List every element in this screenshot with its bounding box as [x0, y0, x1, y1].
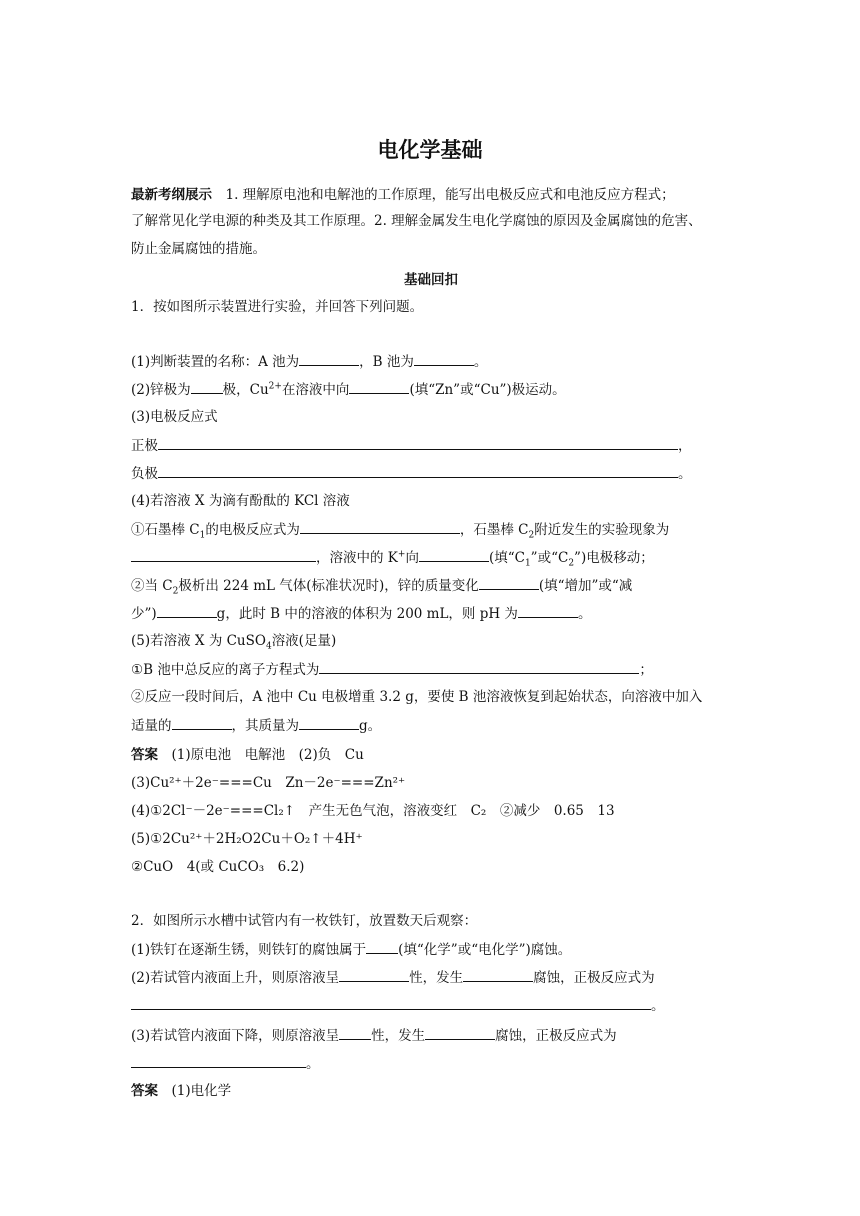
answer1-line-4: (5)①2Cu²⁺＋2H₂O2Cu＋O₂↑＋4H⁺	[131, 831, 363, 847]
q1-negative-electrode: 负极 。	[131, 466, 692, 482]
answer1-line-1: 答案 (1)原电池 电解池 (2)负 Cu	[131, 747, 364, 763]
q1-part4-1: ①石墨棒 $C_1$的电极反应式为 ，石墨棒 $C_2$附近发生的实验现象为	[131, 522, 670, 541]
q1-part4-3: ②当 $C_2$极析出 224 mL 气体(标准状况时)，锌的质量变化 (填“增加”或“减	[131, 578, 633, 597]
q2-stem: 2．如图所示水槽中试管内有一枚铁钉，放置数天后观察：	[131, 913, 478, 929]
q2-part3: (3)若试管内液面下降，则原溶液呈 性，发生 腐蚀，正极反应式为	[131, 1028, 617, 1044]
q1-part5-3: 适量的 ，其质量为 g。	[131, 718, 382, 734]
q1-part3: (3)电极反应式	[131, 409, 218, 425]
syllabus-label: 最新考纲展示	[131, 187, 212, 203]
q1-part5-2: ②反应一段时间后，A 池中 Cu 电极增重 3.2 g，要使 B 池溶液恢复到起始状态，向溶液中加入	[131, 689, 703, 705]
answer1-line-2: (3)Cu²⁺＋2e⁻===Cu Zn－2e⁻===Zn²⁺	[131, 775, 406, 791]
q1-stem: 1．按如图所示装置进行实验，并回答下列问题。	[131, 299, 424, 315]
syllabus-line-2: 了解常见化学电源的种类及其工作原理。2. 理解金属发生电化学腐蚀的原因及金属腐蚀的危害、	[131, 213, 702, 229]
q2-part2: (2)若试管内液面上升，则原溶液呈 性，发生 腐蚀，正极反应式为	[131, 970, 655, 986]
answer2-line-1: 答案 (1)电化学	[131, 1083, 232, 1099]
q2-part2-cont: 。	[131, 996, 731, 1015]
syllabus-line-3: 防止金属腐蚀的措施。	[131, 241, 266, 257]
answer1-line-3: (4)①2Cl⁻－2e⁻===Cl₂↑ 产生无色气泡，溶液变红 C₂ ②减少 0.65 13	[131, 803, 615, 819]
q1-positive-electrode: 正极 ，	[131, 438, 692, 454]
q1-part4-4: 少”) g，此时 B 中的溶液的体积为 200 mL，则 pH 为 。	[131, 606, 592, 622]
q2-part1: (1)铁钉在逐渐生锈，则铁钉的腐蚀属于 (填“化学”或“电化学”)腐蚀。	[131, 942, 572, 958]
q1-part5: (5)若溶液 X 为 CuSO$_4$溶液(足量)	[131, 633, 337, 652]
section-title: 基础回扣	[404, 272, 458, 288]
q1-part5-1: ①B 池中总反应的离子方程式为 ；	[131, 662, 653, 678]
syllabus-line-1: 最新考纲展示 1. 理解原电池和电解池的工作原理，能写出电极反应式和电池反应方程式；	[131, 187, 675, 203]
q1-part4: (4)若溶液 X 为滴有酚酞的 KCl 溶液	[131, 493, 350, 509]
answer1-line-5: ②CuO 4(或 CuCO₃ 6.2)	[131, 859, 305, 875]
page-title: 电化学基础	[377, 138, 483, 162]
q1-part1: (1)判断装置的名称：A 池为 ，B 池为 。	[131, 354, 488, 370]
q2-part3-cont: 。	[131, 1054, 731, 1073]
q1-part4-2: ，溶液中的 K+向 (填“$C_1$”或“$C_2$”)电极移动；	[131, 548, 731, 567]
q1-part2: (2)锌极为 极，$Cu^{2+}$在溶液中向 (填“Zn”或“Cu”)极运动。	[131, 381, 566, 398]
